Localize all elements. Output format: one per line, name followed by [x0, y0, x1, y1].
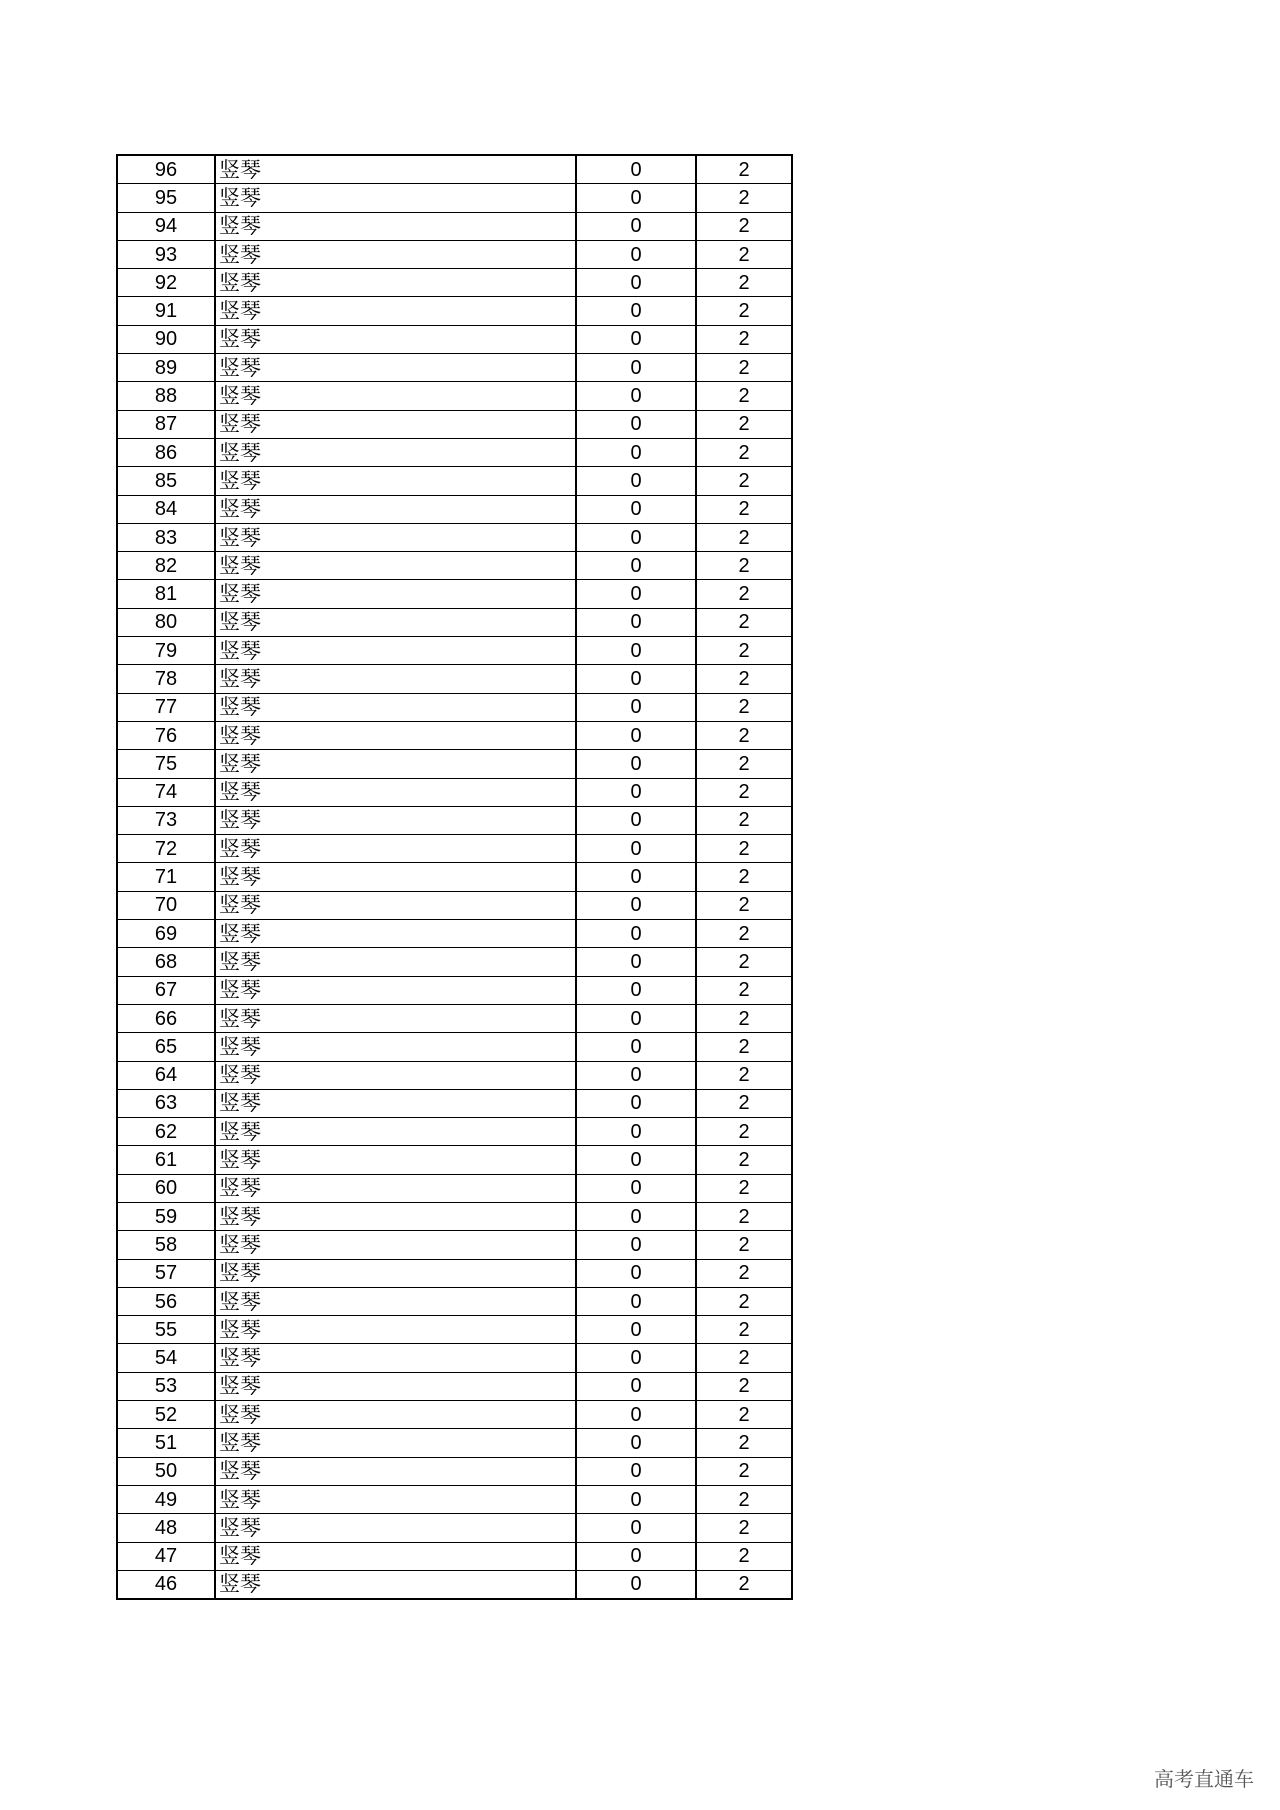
- row-value-b-cell: 2: [696, 1570, 792, 1599]
- row-value-b-cell: 2: [696, 778, 792, 806]
- row-number-cell: 62: [117, 1118, 215, 1146]
- table-row: [117, 863, 792, 891]
- row-number-cell: 91: [117, 297, 215, 325]
- table-row: [117, 1259, 792, 1287]
- row-number-cell: 68: [117, 948, 215, 976]
- row-value-a-cell: 0: [576, 1089, 696, 1117]
- row-value-b-cell: 2: [696, 1485, 792, 1513]
- row-value-a-cell: 0: [576, 212, 696, 240]
- row-value-b-cell: 2: [696, 580, 792, 608]
- table-row: [117, 523, 792, 551]
- table-row: [117, 467, 792, 495]
- row-name-cell: 竖琴: [215, 269, 576, 297]
- row-name-cell: 竖琴: [215, 721, 576, 749]
- row-name-cell: 竖琴: [215, 1146, 576, 1174]
- row-name-cell: 竖琴: [215, 665, 576, 693]
- row-value-a-cell: 0: [576, 1316, 696, 1344]
- row-value-a-cell: 0: [576, 1004, 696, 1032]
- row-name-cell: 竖琴: [215, 1570, 576, 1599]
- table-row: [117, 410, 792, 438]
- row-value-b-cell: 2: [696, 891, 792, 919]
- row-name-cell: 竖琴: [215, 1344, 576, 1372]
- row-value-b-cell: 2: [696, 1174, 792, 1202]
- row-value-a-cell: 0: [576, 410, 696, 438]
- table-row: [117, 778, 792, 806]
- row-value-b-cell: 2: [696, 1344, 792, 1372]
- row-name-cell: 竖琴: [215, 1118, 576, 1146]
- row-name-cell: 竖琴: [215, 325, 576, 353]
- row-number-cell: 52: [117, 1401, 215, 1429]
- row-name-cell: 竖琴: [215, 1514, 576, 1542]
- row-value-b-cell: 2: [696, 1316, 792, 1344]
- row-value-a-cell: 0: [576, 1401, 696, 1429]
- row-value-a-cell: 0: [576, 693, 696, 721]
- row-value-a-cell: 0: [576, 1259, 696, 1287]
- table-row: [117, 1202, 792, 1230]
- row-name-cell: 竖琴: [215, 920, 576, 948]
- table-row: [117, 1061, 792, 1089]
- row-name-cell: 竖琴: [215, 1033, 576, 1061]
- row-number-cell: 79: [117, 637, 215, 665]
- row-number-cell: 96: [117, 155, 215, 184]
- row-name-cell: 竖琴: [215, 778, 576, 806]
- row-number-cell: 89: [117, 354, 215, 382]
- row-value-a-cell: 0: [576, 750, 696, 778]
- table-row: [117, 552, 792, 580]
- row-name-cell: 竖琴: [215, 1202, 576, 1230]
- row-value-b-cell: 2: [696, 721, 792, 749]
- row-value-b-cell: 2: [696, 1259, 792, 1287]
- row-name-cell: 竖琴: [215, 976, 576, 1004]
- table-row: [117, 184, 792, 212]
- row-name-cell: 竖琴: [215, 750, 576, 778]
- row-value-b-cell: 2: [696, 212, 792, 240]
- row-value-a-cell: 0: [576, 580, 696, 608]
- row-name-cell: 竖琴: [215, 1372, 576, 1400]
- row-number-cell: 58: [117, 1231, 215, 1259]
- row-value-a-cell: 0: [576, 1202, 696, 1230]
- row-name-cell: 竖琴: [215, 1089, 576, 1117]
- row-number-cell: 55: [117, 1316, 215, 1344]
- row-value-b-cell: 2: [696, 637, 792, 665]
- row-value-a-cell: 0: [576, 552, 696, 580]
- row-number-cell: 54: [117, 1344, 215, 1372]
- table-row: [117, 1344, 792, 1372]
- table-row: [117, 1542, 792, 1570]
- row-value-b-cell: 2: [696, 1429, 792, 1457]
- table-row: [117, 1401, 792, 1429]
- row-name-cell: 竖琴: [215, 1316, 576, 1344]
- row-value-b-cell: 2: [696, 750, 792, 778]
- row-name-cell: 竖琴: [215, 552, 576, 580]
- row-value-a-cell: 0: [576, 778, 696, 806]
- row-number-cell: 76: [117, 721, 215, 749]
- row-number-cell: 70: [117, 891, 215, 919]
- row-name-cell: 竖琴: [215, 863, 576, 891]
- table-row: [117, 608, 792, 636]
- row-number-cell: 94: [117, 212, 215, 240]
- row-value-a-cell: 0: [576, 155, 696, 184]
- table-row: [117, 1231, 792, 1259]
- row-number-cell: 57: [117, 1259, 215, 1287]
- table-row: [117, 580, 792, 608]
- row-number-cell: 49: [117, 1485, 215, 1513]
- row-value-b-cell: 2: [696, 920, 792, 948]
- row-number-cell: 86: [117, 438, 215, 466]
- row-number-cell: 71: [117, 863, 215, 891]
- row-number-cell: 51: [117, 1429, 215, 1457]
- row-name-cell: 竖琴: [215, 1259, 576, 1287]
- row-name-cell: 竖琴: [215, 438, 576, 466]
- row-value-b-cell: 2: [696, 948, 792, 976]
- row-name-cell: 竖琴: [215, 637, 576, 665]
- row-value-b-cell: 2: [696, 354, 792, 382]
- row-name-cell: 竖琴: [215, 891, 576, 919]
- row-number-cell: 59: [117, 1202, 215, 1230]
- row-value-b-cell: 2: [696, 1401, 792, 1429]
- row-number-cell: 64: [117, 1061, 215, 1089]
- row-value-a-cell: 0: [576, 665, 696, 693]
- table-row: [117, 1174, 792, 1202]
- row-value-a-cell: 0: [576, 1146, 696, 1174]
- table-row: [117, 495, 792, 523]
- row-number-cell: 46: [117, 1570, 215, 1599]
- row-number-cell: 74: [117, 778, 215, 806]
- row-value-b-cell: 2: [696, 1457, 792, 1485]
- table-row: [117, 1570, 792, 1599]
- table-row: [117, 750, 792, 778]
- row-name-cell: 竖琴: [215, 1231, 576, 1259]
- row-value-a-cell: 0: [576, 948, 696, 976]
- row-number-cell: 87: [117, 410, 215, 438]
- row-number-cell: 73: [117, 806, 215, 834]
- table-row: [117, 665, 792, 693]
- table-row: [117, 240, 792, 268]
- row-name-cell: 竖琴: [215, 1485, 576, 1513]
- row-value-b-cell: 2: [696, 325, 792, 353]
- row-number-cell: 48: [117, 1514, 215, 1542]
- row-number-cell: 47: [117, 1542, 215, 1570]
- row-name-cell: 竖琴: [215, 495, 576, 523]
- table-row: [117, 1033, 792, 1061]
- row-value-a-cell: 0: [576, 1033, 696, 1061]
- row-number-cell: 88: [117, 382, 215, 410]
- table-row: [117, 325, 792, 353]
- row-name-cell: 竖琴: [215, 1429, 576, 1457]
- row-number-cell: 84: [117, 495, 215, 523]
- table-row: [117, 1485, 792, 1513]
- row-value-b-cell: 2: [696, 1061, 792, 1089]
- row-value-b-cell: 2: [696, 863, 792, 891]
- row-number-cell: 50: [117, 1457, 215, 1485]
- row-value-b-cell: 2: [696, 835, 792, 863]
- row-value-a-cell: 0: [576, 269, 696, 297]
- row-name-cell: 竖琴: [215, 693, 576, 721]
- row-value-b-cell: 2: [696, 1146, 792, 1174]
- row-name-cell: 竖琴: [215, 948, 576, 976]
- row-value-b-cell: 2: [696, 184, 792, 212]
- row-name-cell: 竖琴: [215, 608, 576, 636]
- row-number-cell: 83: [117, 523, 215, 551]
- data-table: [116, 154, 793, 1600]
- table-row: [117, 1316, 792, 1344]
- watermark-text: 高考直通车: [1154, 1767, 1254, 1791]
- row-number-cell: 66: [117, 1004, 215, 1032]
- row-value-a-cell: 0: [576, 240, 696, 268]
- row-value-a-cell: 0: [576, 1231, 696, 1259]
- row-name-cell: 竖琴: [215, 410, 576, 438]
- table-row: [117, 1457, 792, 1485]
- row-value-b-cell: 2: [696, 1542, 792, 1570]
- row-value-b-cell: 2: [696, 976, 792, 1004]
- row-value-b-cell: 2: [696, 410, 792, 438]
- table-row: [117, 693, 792, 721]
- row-value-a-cell: 0: [576, 184, 696, 212]
- row-value-b-cell: 2: [696, 1118, 792, 1146]
- row-value-b-cell: 2: [696, 665, 792, 693]
- table-row: [117, 976, 792, 1004]
- row-name-cell: 竖琴: [215, 1542, 576, 1570]
- row-value-a-cell: 0: [576, 721, 696, 749]
- row-value-a-cell: 0: [576, 976, 696, 1004]
- table-body: [117, 155, 792, 1599]
- row-number-cell: 75: [117, 750, 215, 778]
- row-value-b-cell: 2: [696, 240, 792, 268]
- table-row: [117, 1004, 792, 1032]
- table-row: [117, 1118, 792, 1146]
- row-name-cell: 竖琴: [215, 1401, 576, 1429]
- row-name-cell: 竖琴: [215, 155, 576, 184]
- row-value-b-cell: 2: [696, 297, 792, 325]
- table-row: [117, 269, 792, 297]
- row-number-cell: 85: [117, 467, 215, 495]
- row-name-cell: 竖琴: [215, 354, 576, 382]
- row-number-cell: 95: [117, 184, 215, 212]
- row-value-a-cell: 0: [576, 806, 696, 834]
- row-value-b-cell: 2: [696, 155, 792, 184]
- row-value-a-cell: 0: [576, 1372, 696, 1400]
- row-value-a-cell: 0: [576, 637, 696, 665]
- table-row: [117, 948, 792, 976]
- table-row: [117, 155, 792, 184]
- row-value-b-cell: 2: [696, 1287, 792, 1315]
- table-row: [117, 354, 792, 382]
- row-number-cell: 81: [117, 580, 215, 608]
- row-value-a-cell: 0: [576, 1287, 696, 1315]
- row-name-cell: 竖琴: [215, 467, 576, 495]
- row-value-a-cell: 0: [576, 382, 696, 410]
- row-value-b-cell: 2: [696, 495, 792, 523]
- row-value-a-cell: 0: [576, 297, 696, 325]
- row-number-cell: 63: [117, 1089, 215, 1117]
- row-value-b-cell: 2: [696, 693, 792, 721]
- row-number-cell: 82: [117, 552, 215, 580]
- row-number-cell: 78: [117, 665, 215, 693]
- table-row: [117, 835, 792, 863]
- row-number-cell: 90: [117, 325, 215, 353]
- row-value-a-cell: 0: [576, 1061, 696, 1089]
- row-name-cell: 竖琴: [215, 1174, 576, 1202]
- table-row: [117, 806, 792, 834]
- row-value-a-cell: 0: [576, 608, 696, 636]
- row-value-a-cell: 0: [576, 438, 696, 466]
- row-value-a-cell: 0: [576, 1118, 696, 1146]
- row-value-a-cell: 0: [576, 1542, 696, 1570]
- row-value-b-cell: 2: [696, 1033, 792, 1061]
- row-name-cell: 竖琴: [215, 240, 576, 268]
- row-number-cell: 61: [117, 1146, 215, 1174]
- row-name-cell: 竖琴: [215, 1004, 576, 1032]
- row-value-a-cell: 0: [576, 467, 696, 495]
- row-name-cell: 竖琴: [215, 580, 576, 608]
- row-value-a-cell: 0: [576, 1174, 696, 1202]
- row-value-b-cell: 2: [696, 1089, 792, 1117]
- table-row: [117, 297, 792, 325]
- row-name-cell: 竖琴: [215, 212, 576, 240]
- row-value-b-cell: 2: [696, 1202, 792, 1230]
- row-value-b-cell: 2: [696, 523, 792, 551]
- row-value-b-cell: 2: [696, 552, 792, 580]
- row-value-b-cell: 2: [696, 806, 792, 834]
- table-row: [117, 1372, 792, 1400]
- table-row: [117, 212, 792, 240]
- row-name-cell: 竖琴: [215, 835, 576, 863]
- row-number-cell: 60: [117, 1174, 215, 1202]
- row-value-a-cell: 0: [576, 1429, 696, 1457]
- row-name-cell: 竖琴: [215, 184, 576, 212]
- row-value-a-cell: 0: [576, 1570, 696, 1599]
- row-name-cell: 竖琴: [215, 382, 576, 410]
- row-value-a-cell: 0: [576, 1514, 696, 1542]
- row-value-b-cell: 2: [696, 1231, 792, 1259]
- row-value-b-cell: 2: [696, 467, 792, 495]
- row-name-cell: 竖琴: [215, 1287, 576, 1315]
- row-value-a-cell: 0: [576, 1344, 696, 1372]
- row-value-a-cell: 0: [576, 523, 696, 551]
- row-value-b-cell: 2: [696, 1004, 792, 1032]
- table-row: [117, 891, 792, 919]
- row-number-cell: 65: [117, 1033, 215, 1061]
- table-row: [117, 637, 792, 665]
- row-value-b-cell: 2: [696, 382, 792, 410]
- row-value-b-cell: 2: [696, 269, 792, 297]
- table-row: [117, 438, 792, 466]
- row-number-cell: 92: [117, 269, 215, 297]
- table-row: [117, 1287, 792, 1315]
- table-row: [117, 1429, 792, 1457]
- row-name-cell: 竖琴: [215, 806, 576, 834]
- row-name-cell: 竖琴: [215, 297, 576, 325]
- table-row: [117, 1089, 792, 1117]
- row-value-b-cell: 2: [696, 608, 792, 636]
- row-value-a-cell: 0: [576, 354, 696, 382]
- row-value-a-cell: 0: [576, 920, 696, 948]
- table-row: [117, 920, 792, 948]
- row-value-b-cell: 2: [696, 438, 792, 466]
- row-value-a-cell: 0: [576, 863, 696, 891]
- row-value-a-cell: 0: [576, 1457, 696, 1485]
- row-value-a-cell: 0: [576, 891, 696, 919]
- row-value-a-cell: 0: [576, 495, 696, 523]
- table-row: [117, 382, 792, 410]
- table-row: [117, 1146, 792, 1174]
- row-name-cell: 竖琴: [215, 1061, 576, 1089]
- row-number-cell: 77: [117, 693, 215, 721]
- row-value-a-cell: 0: [576, 835, 696, 863]
- row-number-cell: 80: [117, 608, 215, 636]
- table-row: [117, 721, 792, 749]
- row-value-a-cell: 0: [576, 1485, 696, 1513]
- row-name-cell: 竖琴: [215, 1457, 576, 1485]
- row-number-cell: 67: [117, 976, 215, 1004]
- row-number-cell: 72: [117, 835, 215, 863]
- table-row: [117, 1514, 792, 1542]
- row-value-b-cell: 2: [696, 1372, 792, 1400]
- row-number-cell: 93: [117, 240, 215, 268]
- row-number-cell: 56: [117, 1287, 215, 1315]
- row-value-a-cell: 0: [576, 325, 696, 353]
- row-number-cell: 53: [117, 1372, 215, 1400]
- row-value-b-cell: 2: [696, 1514, 792, 1542]
- row-number-cell: 69: [117, 920, 215, 948]
- row-name-cell: 竖琴: [215, 523, 576, 551]
